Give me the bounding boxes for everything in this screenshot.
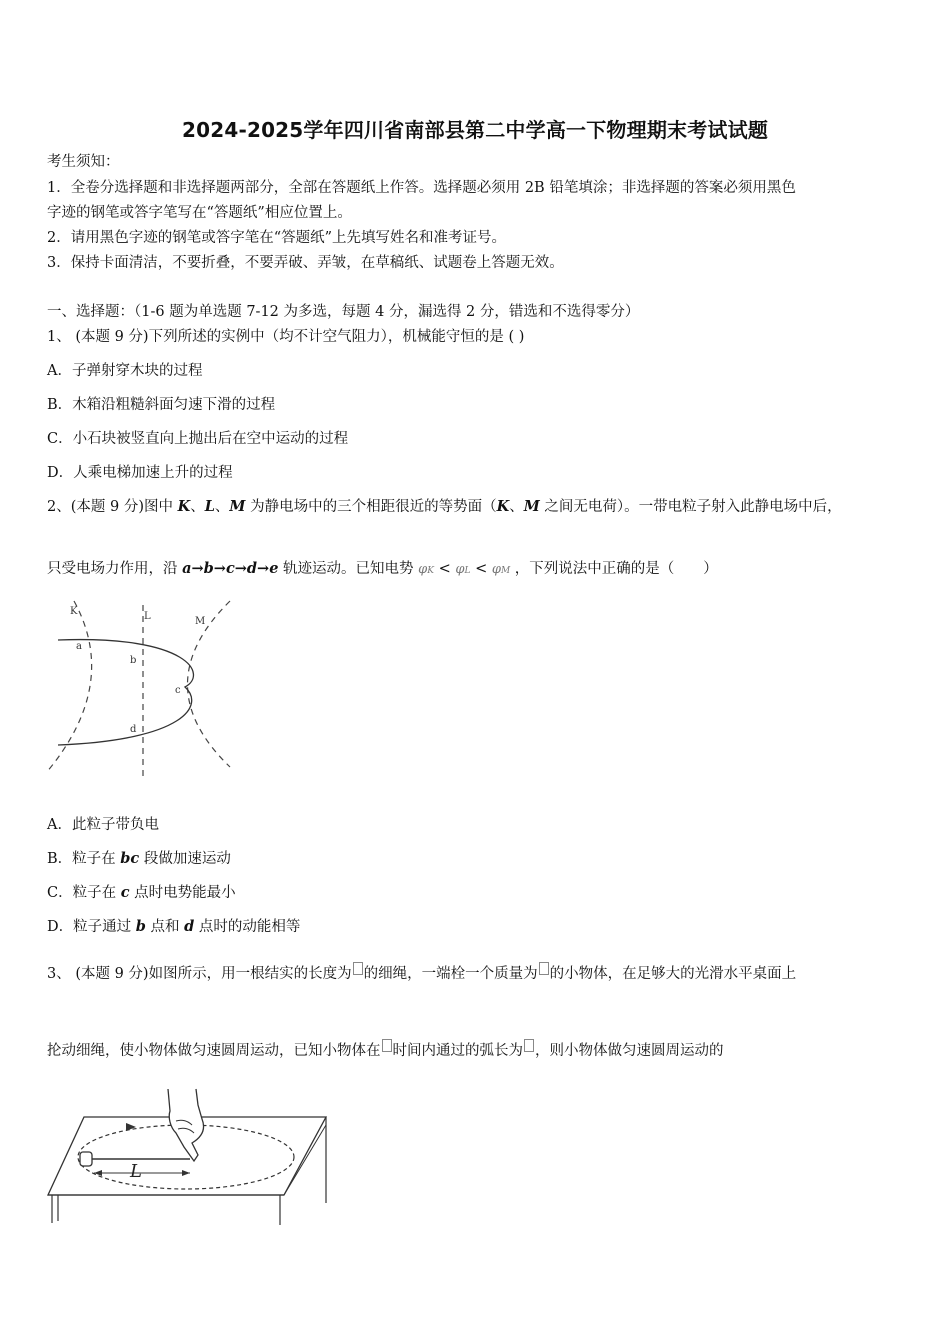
q2-text: 之间无电荷）。一带电粒子射入此静电场中后，	[539, 499, 842, 515]
label-M: M	[195, 616, 206, 627]
equipotential-figure	[40, 595, 240, 785]
q1-option-a: A．子弹射穿木块的过程	[47, 363, 203, 379]
missing-symbol-placeholder	[539, 962, 549, 975]
equipotential-M	[188, 601, 231, 767]
q1-option-d: D．人乘电梯加速上升的过程	[47, 465, 233, 481]
notice-line: 3．保持卡面清洁，不要折叠，不要弄破、弄皱，在草稿纸、试题卷上答题无效。	[47, 255, 564, 271]
q2-K: K	[177, 498, 191, 515]
q2-option-c: C．粒子在 c 点时电势能最小	[47, 884, 236, 901]
label-K: K	[70, 606, 78, 617]
q2-path: a→b→c→d→e	[182, 560, 279, 577]
q1-option-c: C．小石块被竖直向上抛出后在空中运动的过程	[47, 431, 349, 447]
q2-L: L	[204, 498, 215, 515]
notice-line: 2．请用黑色字迹的钢笔或答字笔在“答题纸”上先填写姓名和准考证号。	[47, 230, 507, 246]
page-title: 2024-2025学年四川省南部县第二中学高一下物理期末考试试题	[181, 118, 769, 142]
question-2-stem-line2	[47, 559, 718, 581]
label-a: a	[76, 641, 82, 652]
circular-motion-figure	[44, 1085, 334, 1230]
label-b: b	[130, 655, 137, 666]
q2-sep: 、	[214, 499, 230, 515]
notice-line: 1．全卷分选择题和非选择题两部分，全部在答题纸上作答。选择题必须用 2B 铅笔填涂；非选择题的答案必须用黑色	[47, 180, 796, 196]
label-d: d	[130, 724, 137, 735]
q2-text: 只受电场力作用，沿	[47, 561, 183, 577]
question-3-stem-line2: 抡动细绳，使小物体做匀速圆周运动，已知小物体在 时间内通过的弧长为 ，则小物体做匀速圆周运动的	[47, 1039, 724, 1061]
q2-sep: 、	[190, 499, 205, 515]
q2-M: M	[523, 498, 540, 515]
particle-trajectory	[58, 640, 193, 745]
q2-option-a: A．此粒子带负电	[47, 817, 159, 833]
question-2-stem-line1	[47, 497, 842, 517]
small-object	[80, 1152, 92, 1166]
label-c: c	[175, 685, 181, 696]
missing-symbol-placeholder	[524, 1039, 534, 1052]
q2-M: M	[229, 498, 246, 515]
section-heading: 一、选择题：（1-6 题为单选题 7-12 为多选，每题 4 分，漏选得 2 分，错选和不选得零分）	[47, 304, 640, 320]
label-L: L	[144, 611, 151, 622]
direction-arrow	[126, 1123, 136, 1131]
missing-symbol-placeholder	[353, 962, 363, 975]
q1-option-b: B．木箱沿粗糙斜面匀速下滑的过程	[47, 397, 276, 413]
hand	[168, 1089, 204, 1161]
q2-sep: 、	[509, 499, 524, 515]
q2-option-b: B．粒子在 bc 段做加速运动	[47, 850, 231, 867]
q2-text: ，下列说法中正确的是（ ）	[514, 561, 718, 577]
question-1-stem: 1、 (本题 9 分)下列所述的实例中（均不计空气阻力），机械能守恒的是 ( )	[47, 329, 525, 345]
question-3-stem-line1: 3、 (本题 9 分)如图所示，用一根结实的长度为 的细绳，一端栓一个质量为 的小物体，在足够大的光滑水平桌面上	[47, 962, 796, 984]
notice-heading: 考生须知：	[47, 154, 120, 170]
potential-relation: φK < φL < φM	[418, 561, 511, 577]
q2-text: 轨迹运动。已知电势	[278, 561, 414, 577]
q2-option-d: D．粒子通过 b 点和 d 点时的动能相等	[47, 918, 301, 935]
equipotential-K	[46, 601, 92, 773]
q2-text: 2、(本题 9 分)图中	[47, 499, 178, 515]
notice-line: 字迹的钢笔或答字笔写在“答题纸”相应位置上。	[47, 205, 352, 221]
q2-K: K	[496, 498, 510, 515]
length-label: L	[130, 1161, 142, 1182]
q2-text: 为静电场中的三个相距很近的等势面（	[245, 499, 497, 515]
missing-symbol-placeholder	[382, 1039, 392, 1052]
